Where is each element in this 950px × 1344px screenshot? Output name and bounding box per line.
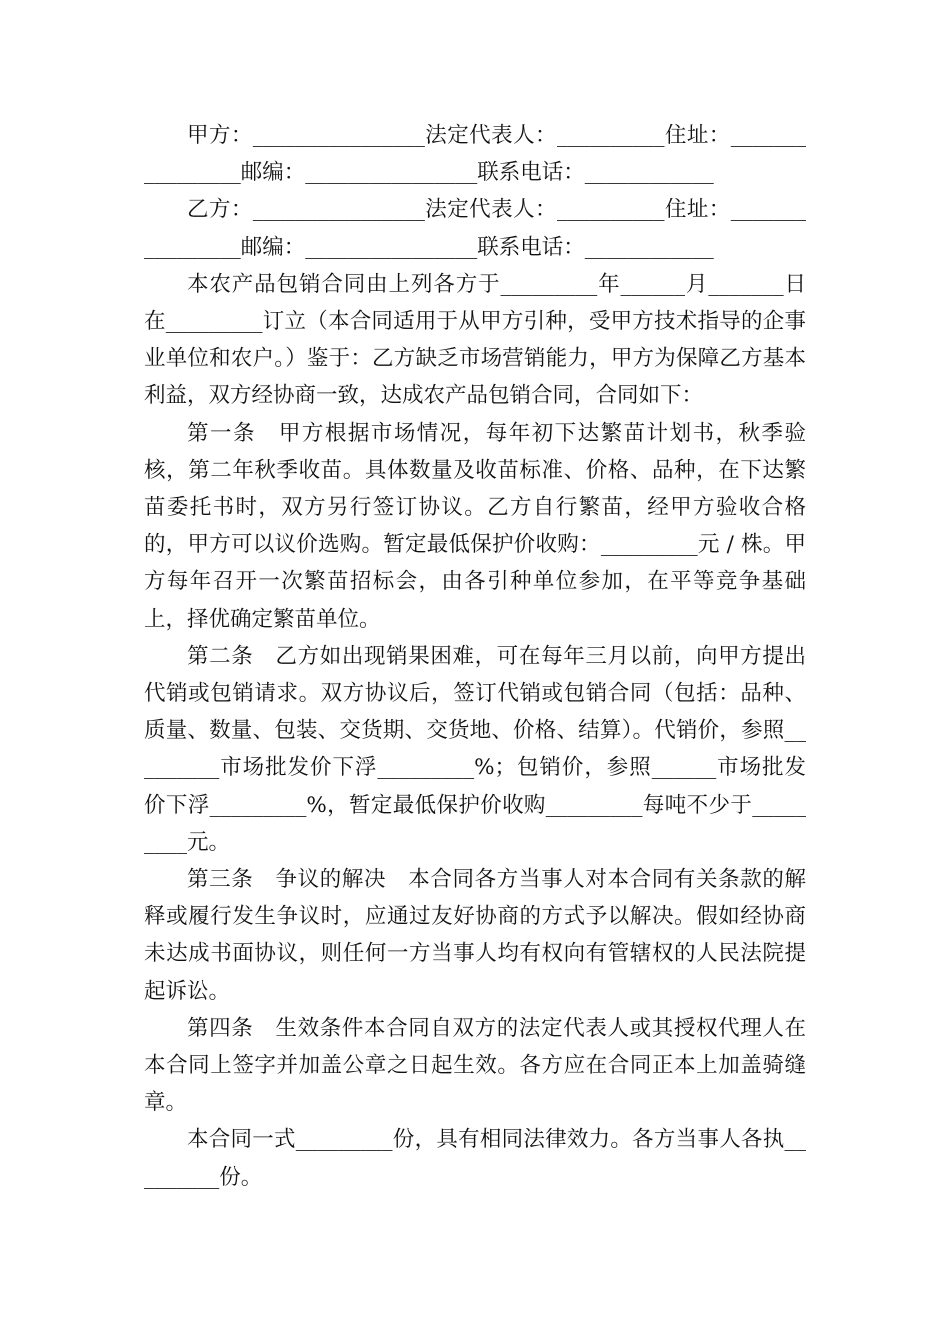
party-a-info: 甲方：________________法定代表人：__________住址：________________邮编：________________联系电话：____________ — [144, 123, 806, 186]
article-3: 第三条 争议的解决 本合同各方当事人对本合同有关条款的解释或履行发生争议时，应通过友好协商的方式予以解决。假如经协商未达成书面协议，则任何一方当事人均有权向有管辖权的人民法院提起诉讼。 — [144, 867, 806, 1004]
copies-clause: 本合同一式_________份，具有相同法律效力。各方当事人各执_________份。 — [144, 1127, 806, 1190]
contract-preamble: 本农产品包销合同由上列各方于_________年______月_______日在_________订立（本合同适用于从甲方引种，受甲方技术指导的企事业单位和农户。）鉴于：乙方缺乏市场营销能力，甲方为保障乙方基本利益，双方经协商一致，达成农产品包销合同，合同如下： — [144, 271, 806, 409]
article-2: 第二条 乙方如出现销果困难，可在每年三月以前，向甲方提出代销或包销请求。双方协议后，签订代销或包销合同（包括：品种、质量、数量、包装、交货期、交货地、价格、结算）。代销价，参照_________市场批发价下浮_________%；包销价，参照______市场批发价下浮_________%，暂定最低保护价收购_________每吨不少于_________元。 — [144, 643, 806, 855]
article-1: 第一条 甲方根据市场情况，每年初下达繁苗计划书，秋季验核，第二年秋季收苗。具体数量及收苗标准、价格、品种，在下达繁苗委托书时，双方另行签订协议。乙方自行繁苗，经甲方验收合格的，甲方可以议价选购。暂定最低保护价收购：_________元 / 株。甲方每年召开一次繁苗招标会，由各引种单位参加，在平等竞争基础上，择优确定繁苗单位。 — [144, 420, 806, 632]
party-b-info: 乙方：________________法定代表人：__________住址：________________邮编：________________联系电话：____________ — [144, 197, 806, 260]
article-4: 第四条 生效条件本合同自双方的法定代表人或其授权代理人在本合同上签字并加盖公章之日起生效。各方应在合同正本上加盖骑缝章。 — [144, 1015, 806, 1116]
